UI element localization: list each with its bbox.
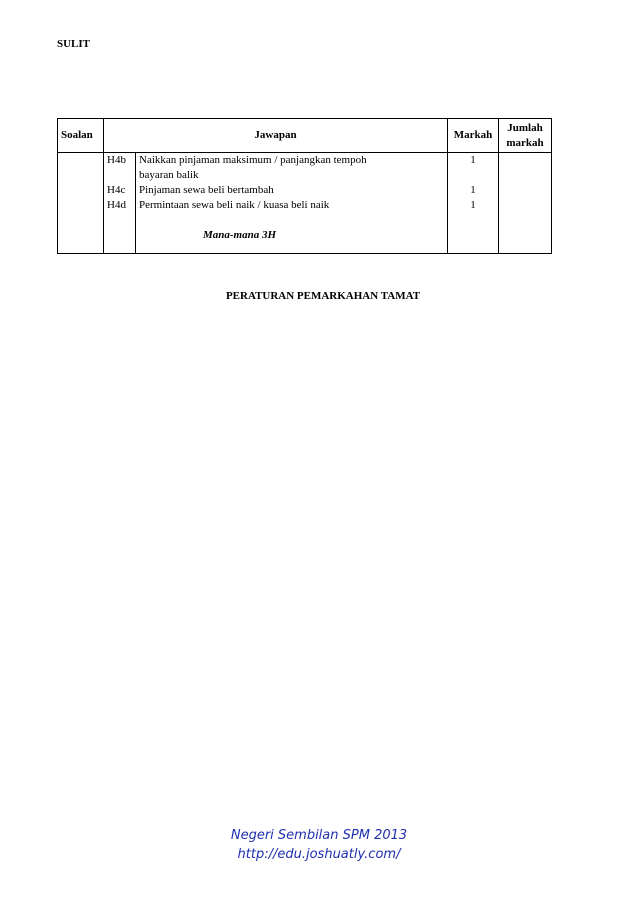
answer-text: Naikkan pinjaman maksimum / panjangkan tempoh — [139, 154, 367, 166]
header-jumlah — [499, 119, 552, 153]
header-jawapan: Jawapan — [104, 119, 448, 153]
table-header-row — [58, 119, 552, 153]
mark-value: 1 — [470, 184, 476, 196]
answer-text: Pinjaman sewa beli bertambah — [139, 184, 274, 196]
footer-url: http://edu.joshuatly.com/ — [237, 847, 401, 862]
document-label: SULIT — [57, 38, 91, 50]
code-cell — [104, 153, 136, 254]
footer-title: Negeri Sembilan SPM 2013 — [230, 828, 408, 843]
mark-cell — [448, 153, 499, 254]
soalan-cell — [58, 153, 104, 254]
mark-value: 1 — [470, 154, 476, 166]
end-of-scheme-text: PERATURAN PEMARKAHAN TAMAT — [225, 290, 421, 302]
table-body-row — [58, 153, 552, 254]
header-jumlah-line2: markah — [506, 136, 544, 149]
total-cell — [499, 153, 552, 254]
answer-cell — [136, 153, 448, 254]
header-jumlah-line1: Jumlah — [507, 121, 543, 134]
footer-watermark — [0, 826, 638, 864]
question-code: H4d — [107, 199, 126, 211]
question-code: H4c — [107, 184, 126, 196]
mark-value: 1 — [470, 199, 476, 211]
header-markah: Markah — [448, 119, 499, 153]
marking-table — [57, 118, 552, 254]
answer-text: bayaran balik — [139, 169, 199, 181]
question-code: H4b — [107, 154, 126, 166]
answer-text: Permintaan sewa beli naik / kuasa beli naik — [139, 199, 330, 211]
scoring-note: Mana-mana 3H — [203, 229, 277, 241]
header-soalan: Soalan — [58, 119, 104, 153]
